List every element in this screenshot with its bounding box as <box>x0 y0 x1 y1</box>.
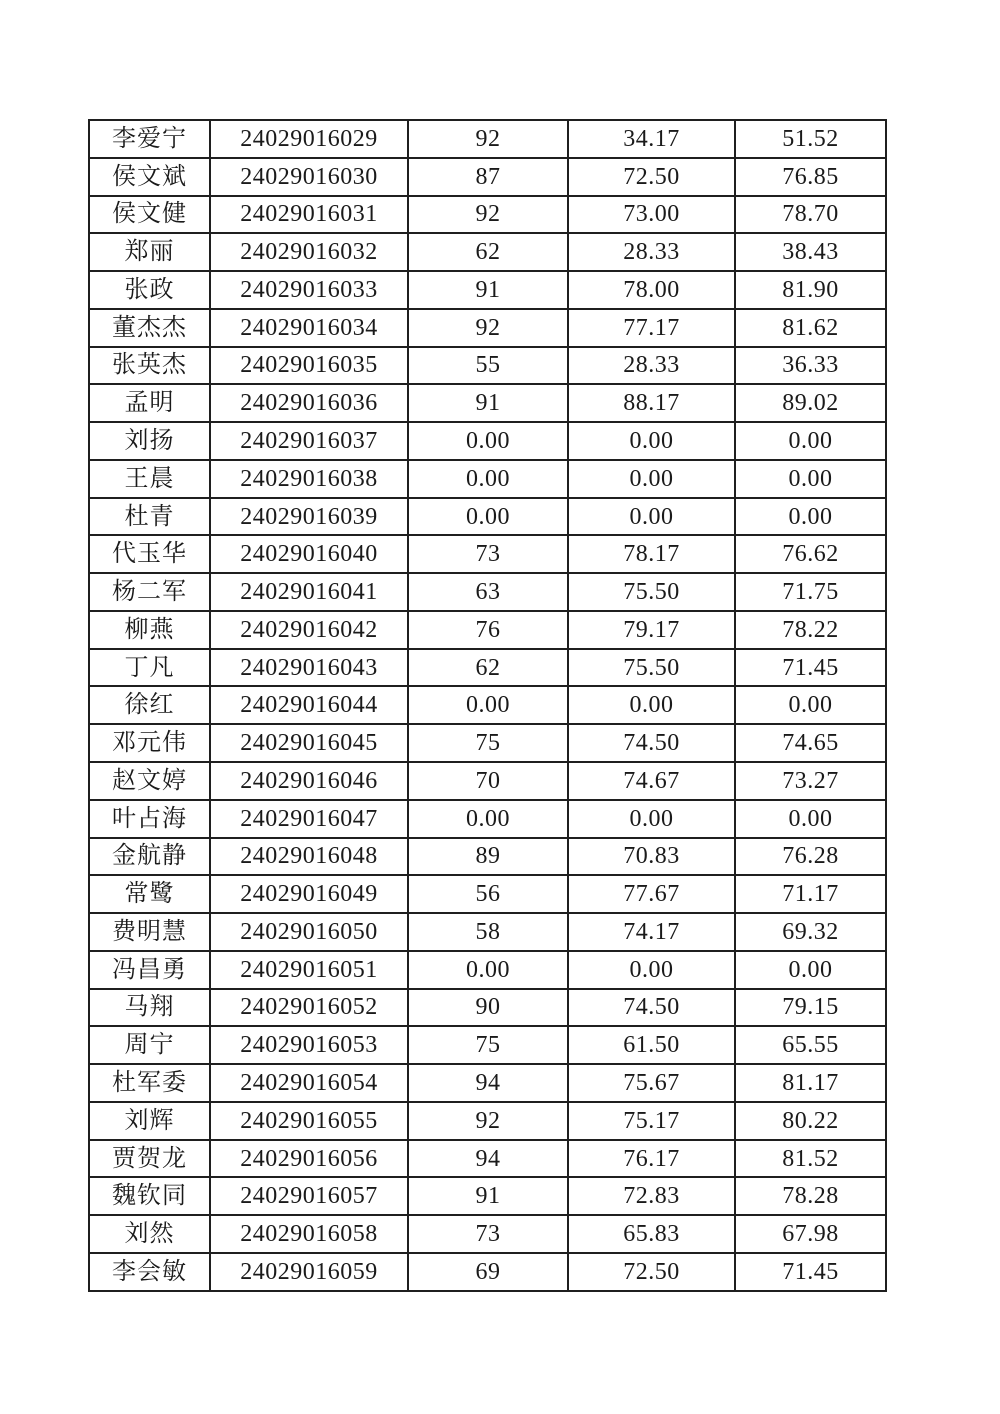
cell-name: 周宁 <box>89 1026 210 1064</box>
cell-score-1: 75 <box>408 1026 568 1064</box>
cell-name: 刘辉 <box>89 1102 210 1140</box>
cell-name: 金航静 <box>89 838 210 876</box>
cell-score-3: 38.43 <box>735 233 886 271</box>
cell-score-2: 61.50 <box>568 1026 735 1064</box>
cell-name: 李爱宁 <box>89 120 210 158</box>
cell-candidate-number: 24029016041 <box>210 573 408 611</box>
cell-name: 董杰杰 <box>89 309 210 347</box>
table-row <box>89 913 886 951</box>
table-row <box>89 1253 886 1291</box>
cell-name: 杜青 <box>89 498 210 536</box>
cell-candidate-number: 24029016049 <box>210 875 408 913</box>
cell-name: 叶占海 <box>89 800 210 838</box>
cell-score-2: 70.83 <box>568 838 735 876</box>
table-row <box>89 1064 886 1102</box>
table-row <box>89 158 886 196</box>
cell-score-1: 90 <box>408 989 568 1027</box>
table-row <box>89 1215 886 1253</box>
table-row <box>89 196 886 234</box>
cell-score-2: 75.50 <box>568 649 735 687</box>
cell-score-2: 74.50 <box>568 724 735 762</box>
cell-score-3: 76.62 <box>735 535 886 573</box>
cell-score-1: 62 <box>408 649 568 687</box>
table-row <box>89 686 886 724</box>
cell-score-1: 87 <box>408 158 568 196</box>
cell-score-1: 62 <box>408 233 568 271</box>
cell-name: 张英杰 <box>89 347 210 385</box>
cell-name: 李会敏 <box>89 1253 210 1291</box>
cell-score-1: 91 <box>408 1177 568 1215</box>
cell-candidate-number: 24029016032 <box>210 233 408 271</box>
cell-candidate-number: 24029016029 <box>210 120 408 158</box>
cell-score-1: 69 <box>408 1253 568 1291</box>
cell-candidate-number: 24029016038 <box>210 460 408 498</box>
cell-score-3: 51.52 <box>735 120 886 158</box>
table-row <box>89 611 886 649</box>
table-row <box>89 1140 886 1178</box>
cell-candidate-number: 24029016046 <box>210 762 408 800</box>
cell-candidate-number: 24029016044 <box>210 686 408 724</box>
cell-name: 冯昌勇 <box>89 951 210 989</box>
cell-score-3: 89.02 <box>735 384 886 422</box>
table-row <box>89 989 886 1027</box>
cell-name: 常鹭 <box>89 875 210 913</box>
cell-candidate-number: 24029016035 <box>210 347 408 385</box>
cell-score-3: 0.00 <box>735 460 886 498</box>
cell-name: 侯文健 <box>89 196 210 234</box>
cell-score-3: 36.33 <box>735 347 886 385</box>
table-row <box>89 573 886 611</box>
table-row <box>89 233 886 271</box>
cell-score-1: 92 <box>408 196 568 234</box>
cell-score-3: 74.65 <box>735 724 886 762</box>
cell-candidate-number: 24029016030 <box>210 158 408 196</box>
cell-score-1: 92 <box>408 1102 568 1140</box>
cell-score-1: 76 <box>408 611 568 649</box>
cell-score-2: 77.17 <box>568 309 735 347</box>
cell-name: 孟明 <box>89 384 210 422</box>
table-row <box>89 120 886 158</box>
table-row <box>89 875 886 913</box>
cell-score-2: 77.67 <box>568 875 735 913</box>
cell-candidate-number: 24029016050 <box>210 913 408 951</box>
cell-candidate-number: 24029016033 <box>210 271 408 309</box>
cell-score-2: 74.50 <box>568 989 735 1027</box>
cell-candidate-number: 24029016057 <box>210 1177 408 1215</box>
cell-candidate-number: 24029016047 <box>210 800 408 838</box>
table-row <box>89 535 886 573</box>
cell-score-2: 76.17 <box>568 1140 735 1178</box>
cell-score-1: 91 <box>408 271 568 309</box>
cell-score-2: 0.00 <box>568 800 735 838</box>
cell-score-1: 0.00 <box>408 800 568 838</box>
cell-name: 张政 <box>89 271 210 309</box>
cell-score-1: 0.00 <box>408 951 568 989</box>
cell-score-2: 72.50 <box>568 158 735 196</box>
cell-score-3: 81.52 <box>735 1140 886 1178</box>
table-row <box>89 347 886 385</box>
cell-candidate-number: 24029016059 <box>210 1253 408 1291</box>
cell-score-2: 78.00 <box>568 271 735 309</box>
cell-score-3: 81.90 <box>735 271 886 309</box>
cell-candidate-number: 24029016036 <box>210 384 408 422</box>
cell-name: 郑丽 <box>89 233 210 271</box>
table-row <box>89 800 886 838</box>
table-row <box>89 649 886 687</box>
cell-score-2: 74.67 <box>568 762 735 800</box>
cell-score-2: 28.33 <box>568 347 735 385</box>
cell-score-3: 76.85 <box>735 158 886 196</box>
cell-score-3: 0.00 <box>735 422 886 460</box>
cell-score-1: 94 <box>408 1140 568 1178</box>
table-row <box>89 1026 886 1064</box>
cell-candidate-number: 24029016043 <box>210 649 408 687</box>
table-row <box>89 951 886 989</box>
table-row <box>89 838 886 876</box>
table-row <box>89 460 886 498</box>
cell-score-1: 92 <box>408 120 568 158</box>
cell-score-3: 79.15 <box>735 989 886 1027</box>
cell-score-3: 67.98 <box>735 1215 886 1253</box>
cell-score-2: 75.17 <box>568 1102 735 1140</box>
cell-score-3: 69.32 <box>735 913 886 951</box>
cell-candidate-number: 24029016039 <box>210 498 408 536</box>
cell-candidate-number: 24029016054 <box>210 1064 408 1102</box>
cell-name: 刘扬 <box>89 422 210 460</box>
cell-name: 赵文婷 <box>89 762 210 800</box>
cell-score-2: 78.17 <box>568 535 735 573</box>
table-row <box>89 384 886 422</box>
cell-score-2: 75.67 <box>568 1064 735 1102</box>
cell-score-3: 71.17 <box>735 875 886 913</box>
cell-candidate-number: 24029016058 <box>210 1215 408 1253</box>
cell-score-1: 0.00 <box>408 422 568 460</box>
table-row <box>89 762 886 800</box>
cell-score-2: 0.00 <box>568 951 735 989</box>
cell-name: 刘然 <box>89 1215 210 1253</box>
cell-candidate-number: 24029016055 <box>210 1102 408 1140</box>
cell-score-2: 72.50 <box>568 1253 735 1291</box>
cell-score-1: 0.00 <box>408 498 568 536</box>
table-row <box>89 309 886 347</box>
cell-name: 柳燕 <box>89 611 210 649</box>
cell-score-2: 34.17 <box>568 120 735 158</box>
cell-score-3: 71.75 <box>735 573 886 611</box>
table-row <box>89 271 886 309</box>
cell-candidate-number: 24029016045 <box>210 724 408 762</box>
cell-score-1: 94 <box>408 1064 568 1102</box>
cell-score-3: 65.55 <box>735 1026 886 1064</box>
cell-score-3: 78.22 <box>735 611 886 649</box>
cell-score-2: 73.00 <box>568 196 735 234</box>
table-row <box>89 724 886 762</box>
cell-score-3: 73.27 <box>735 762 886 800</box>
cell-candidate-number: 24029016040 <box>210 535 408 573</box>
table-row <box>89 1177 886 1215</box>
cell-score-3: 80.22 <box>735 1102 886 1140</box>
cell-name: 邓元伟 <box>89 724 210 762</box>
cell-score-3: 0.00 <box>735 498 886 536</box>
cell-score-2: 79.17 <box>568 611 735 649</box>
cell-score-2: 65.83 <box>568 1215 735 1253</box>
cell-score-2: 72.83 <box>568 1177 735 1215</box>
table-row <box>89 1102 886 1140</box>
cell-name: 代玉华 <box>89 535 210 573</box>
cell-score-1: 55 <box>408 347 568 385</box>
cell-name: 马翔 <box>89 989 210 1027</box>
cell-score-2: 28.33 <box>568 233 735 271</box>
cell-candidate-number: 24029016056 <box>210 1140 408 1178</box>
cell-candidate-number: 24029016034 <box>210 309 408 347</box>
cell-score-1: 0.00 <box>408 686 568 724</box>
cell-name: 贾贺龙 <box>89 1140 210 1178</box>
cell-name: 王晨 <box>89 460 210 498</box>
cell-score-3: 78.70 <box>735 196 886 234</box>
cell-score-3: 78.28 <box>735 1177 886 1215</box>
cell-name: 徐红 <box>89 686 210 724</box>
cell-score-1: 73 <box>408 535 568 573</box>
cell-score-2: 0.00 <box>568 422 735 460</box>
cell-score-2: 74.17 <box>568 913 735 951</box>
cell-score-1: 0.00 <box>408 460 568 498</box>
score-table <box>88 119 887 1292</box>
cell-score-2: 75.50 <box>568 573 735 611</box>
cell-score-2: 88.17 <box>568 384 735 422</box>
table-row <box>89 498 886 536</box>
cell-candidate-number: 24029016037 <box>210 422 408 460</box>
cell-name: 魏钦同 <box>89 1177 210 1215</box>
cell-candidate-number: 24029016052 <box>210 989 408 1027</box>
cell-score-3: 81.62 <box>735 309 886 347</box>
cell-name: 费明慧 <box>89 913 210 951</box>
cell-score-3: 71.45 <box>735 1253 886 1291</box>
cell-name: 杜军委 <box>89 1064 210 1102</box>
cell-score-1: 92 <box>408 309 568 347</box>
cell-score-1: 63 <box>408 573 568 611</box>
cell-candidate-number: 24029016053 <box>210 1026 408 1064</box>
cell-name: 侯文斌 <box>89 158 210 196</box>
cell-score-1: 89 <box>408 838 568 876</box>
cell-name: 杨二军 <box>89 573 210 611</box>
cell-score-1: 75 <box>408 724 568 762</box>
cell-candidate-number: 24029016042 <box>210 611 408 649</box>
cell-score-3: 81.17 <box>735 1064 886 1102</box>
cell-score-1: 70 <box>408 762 568 800</box>
cell-score-2: 0.00 <box>568 460 735 498</box>
cell-score-3: 0.00 <box>735 951 886 989</box>
cell-score-3: 71.45 <box>735 649 886 687</box>
cell-score-2: 0.00 <box>568 686 735 724</box>
table-row <box>89 422 886 460</box>
cell-score-1: 56 <box>408 875 568 913</box>
cell-score-1: 58 <box>408 913 568 951</box>
cell-score-1: 73 <box>408 1215 568 1253</box>
cell-score-1: 91 <box>408 384 568 422</box>
cell-candidate-number: 24029016051 <box>210 951 408 989</box>
cell-score-3: 0.00 <box>735 800 886 838</box>
cell-score-2: 0.00 <box>568 498 735 536</box>
cell-candidate-number: 24029016048 <box>210 838 408 876</box>
cell-name: 丁凡 <box>89 649 210 687</box>
cell-score-3: 76.28 <box>735 838 886 876</box>
cell-candidate-number: 24029016031 <box>210 196 408 234</box>
cell-score-3: 0.00 <box>735 686 886 724</box>
